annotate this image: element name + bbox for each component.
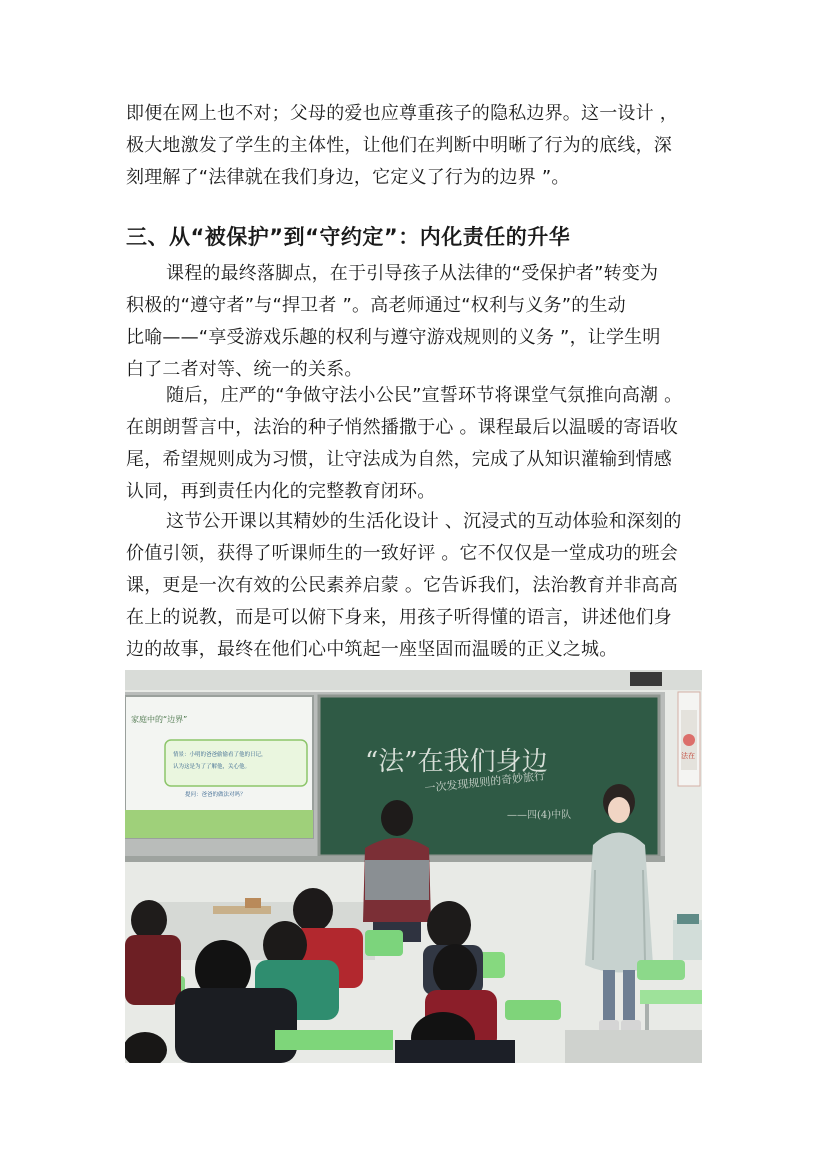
- paragraph-line: 比喻——“享受游戏乐趣的权利与遵守游戏规则的义务 ”，让学生明: [126, 327, 661, 348]
- paragraph-line: 极大地激发了学生的主体性，让他们在判断中明晰了行为的底线，深: [126, 135, 672, 156]
- board-subtitle: 一次发现规则的奇妙旅行: [423, 769, 546, 795]
- paragraph-line: 积极的“遵守者”与“捍卫者 ”。高老师通过“权利与义务”的生动: [126, 295, 626, 316]
- paragraph-line: 课，更是一次有效的公民素养启蒙 。它告诉我们，法治教育并非高高: [126, 575, 678, 596]
- section-heading: 三、从“被保护”到“守约定”：内化责任的升华: [126, 225, 571, 249]
- board-title: “法”在我们身边: [365, 747, 548, 777]
- paragraph-line: 课程的最终落脚点，在于引导孩子从法律的“受保护者”转变为: [166, 263, 659, 284]
- intro-paragraph: [126, 98, 702, 194]
- poster-text: 法在: [681, 752, 695, 760]
- paragraph-line: 认同，再到责任内化的完整教育闭环。: [126, 481, 436, 502]
- paragraph-line: 尾，希望规则成为习惯，让守法成为自然，完成了从知识灌输到情感: [126, 449, 672, 470]
- paragraph-line: 边的故事，最终在他们心中筑起一座坚固而温暖的正义之城。: [126, 639, 618, 660]
- board-class-label: ——四(4)中队: [507, 810, 572, 821]
- classroom-photo: [125, 670, 702, 1063]
- paragraph-line: 随后，庄严的“争做守法小公民”宣誓环节将课堂气氛推向高潮 。: [166, 385, 683, 406]
- paragraph-1: [126, 258, 702, 386]
- slide-case-line-2: 认为这是为了了解他，关心他。: [173, 764, 251, 770]
- paragraph-line: 在上的说教，而是可以俯下身来，用孩子听得懂的语言，讲述他们身: [126, 607, 672, 628]
- paragraph-line: 这节公开课以其精妙的生活化设计 、沉浸式的互动体验和深刻的: [166, 511, 682, 532]
- slide-question: 提问：爸爸的做法对吗？: [185, 792, 246, 798]
- paragraph-line: 白了二者对等、统一的关系。: [126, 359, 363, 380]
- paragraph-line: 即便在网上也不对；父母的爱也应尊重孩子的隐私边界。这一设计 ，: [126, 103, 678, 124]
- paragraph-3: [126, 506, 702, 666]
- paragraph-line: 在朗朗誓言中，法治的种子悄然播撒于心 。课程最后以温暖的寄语收: [126, 417, 678, 438]
- paragraph-line: 刻理解了“法律就在我们身边，它定义了行为的边界 ”。: [126, 167, 570, 188]
- paragraph-2: [126, 380, 702, 508]
- paragraph-line: 价值引领，获得了听课师生的一致好评 。它不仅仅是一堂成功的班会: [126, 543, 678, 564]
- slide-title: 家庭中的“边界”: [131, 715, 188, 724]
- slide-case-line-1: 情景：小明的爸爸偷偷看了他的日记，: [173, 752, 267, 758]
